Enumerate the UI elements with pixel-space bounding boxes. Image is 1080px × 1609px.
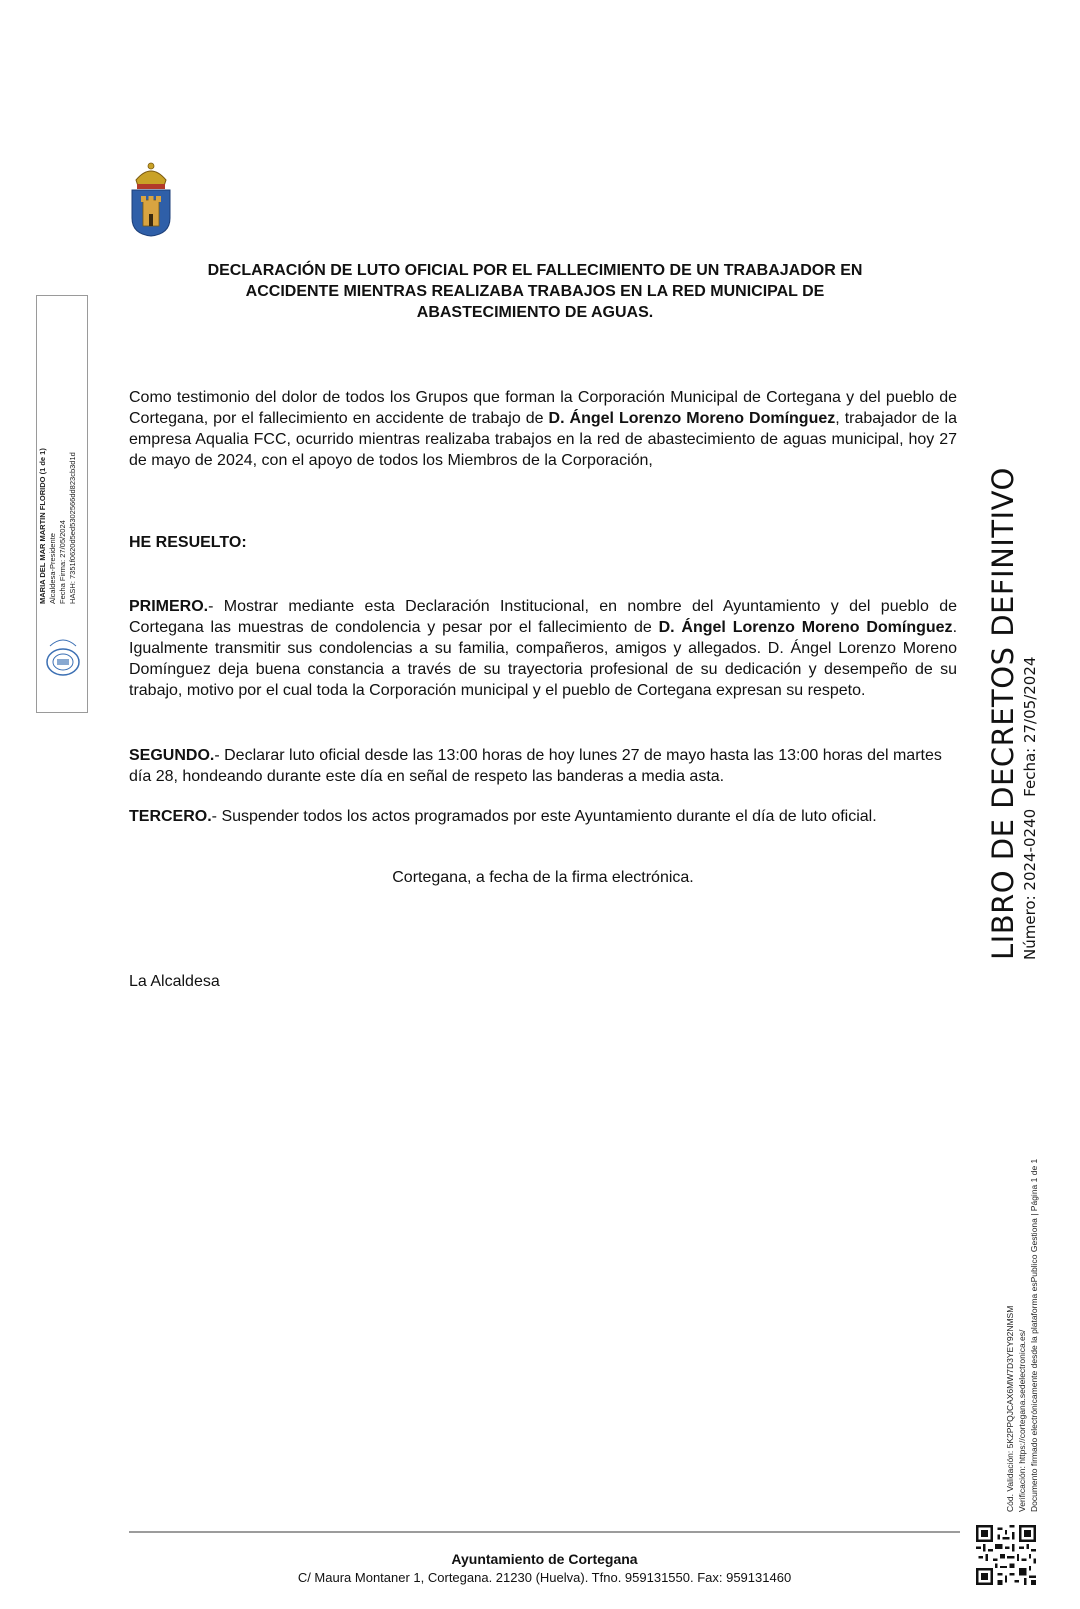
title-line: DECLARACIÓN DE LUTO OFICIAL POR EL FALLECIMIENTO DE UN TRABAJADOR EN xyxy=(207,262,863,279)
signature-date: Fecha Firma: 27/05/2024 xyxy=(58,520,67,604)
tercero-paragraph: TERCERO.- Suspender todos los actos programados por este Ayuntamiento durante el día de luto oficial. xyxy=(129,808,877,825)
decree-registry xyxy=(986,467,1040,960)
validation-code: Cód. Validación: 5K2PPQJCAX6MW7D3YEY92NMSM xyxy=(1005,1305,1015,1512)
place-date: Cortegana, a fecha de la firma electrónica. xyxy=(392,869,694,886)
signature-hash: HASH: 7351f0620d5ed5302566dd823cb3d1d xyxy=(68,452,77,604)
title-line: ACCIDENTE MIENTRAS REALIZABA TRABAJOS EN LA RED MUNICIPAL DE xyxy=(245,283,825,300)
resolved-heading: HE RESUELTO: xyxy=(129,534,247,551)
verification-url[interactable]: Verificación: https://cortegana.sedelectronica.es/ xyxy=(1017,1329,1027,1512)
footer-divider xyxy=(129,1531,960,1533)
signature-stamp-text xyxy=(38,448,78,604)
intro-paragraph: Como testimonio del dolor de todos los Grupos que forman la Corporación Municipal de Cortegana y del pueblo de Cortegana, por el fallecimiento en accidente de trabajo de D. Ángel Lorenzo Moreno Domínguez, trabajador de la empresa Aqualia FCC, ocurrido mientras realizaba trabajos en la red de abastecimiento de aguas municipal, hoy 27 de mayo de 2024, con el apoyo de todos los Miembros de la Corporación, xyxy=(129,389,957,469)
verification-block xyxy=(1004,1159,1040,1512)
document-title xyxy=(150,260,920,323)
qr-code-icon xyxy=(976,1525,1036,1585)
coat-of-arms-logo xyxy=(128,160,174,238)
signer-name: MARIA DEL MAR MARTIN FLORIDO (1 de 1) xyxy=(38,448,47,604)
registry-title: LIBRO DE DECRETOS DEFINITIVO xyxy=(986,467,1020,960)
registry-number: Número: 2024-0240 xyxy=(1021,808,1039,960)
seal-icon xyxy=(44,632,82,680)
title-line: ABASTECIMIENTO DE AGUAS. xyxy=(416,304,654,321)
signature-note: Documento firmado electrónicamente desde la plataforma esPublico Gestiona | Página 1 de 1 xyxy=(1029,1158,1039,1512)
segundo-paragraph: SEGUNDO.- Declarar luto oficial desde las 13:00 horas de hoy lunes 27 de mayo hasta las 13:00 horas del martes día 28, hondeando durante este día en señal de respeto las banderas a media asta. xyxy=(129,747,942,785)
deceased-name: D. Ángel Lorenzo Moreno Domínguez xyxy=(658,619,953,636)
footer-address: C/ Maura Montaner 1, Cortegana. 21230 (Huelva). Tfno. 959131550. Fax: 959131460 xyxy=(297,1570,792,1585)
primero-paragraph: PRIMERO.- Mostrar mediante esta Declaración Institucional, en nombre del Ayuntamiento y del pueblo de Cortegana las muestras de condolencia y pesar por el fallecimiento de D. Ángel Lorenzo Moreno Domínguez. Igualmente transmitir sus condolencias a su familia, compañeros, amigos y allegados. D. Ángel Lorenzo Moreno Domínguez deja buena constancia a través de su trayectoria profesional de su dedicación y desempeño de su trabajo, motivo por el cual toda la Corporación municipal y el pueblo de Cortegana expresan su respeto. xyxy=(129,598,958,699)
signer-role: La Alcaldesa xyxy=(129,973,220,990)
registry-date: Fecha: 27/05/2024 xyxy=(1021,656,1039,797)
footer-organization: Ayuntamiento de Cortegana xyxy=(451,1551,638,1567)
deceased-name: D. Ángel Lorenzo Moreno Domínguez xyxy=(548,410,836,427)
signer-position: Alcaldesa-Presidente xyxy=(48,533,57,604)
